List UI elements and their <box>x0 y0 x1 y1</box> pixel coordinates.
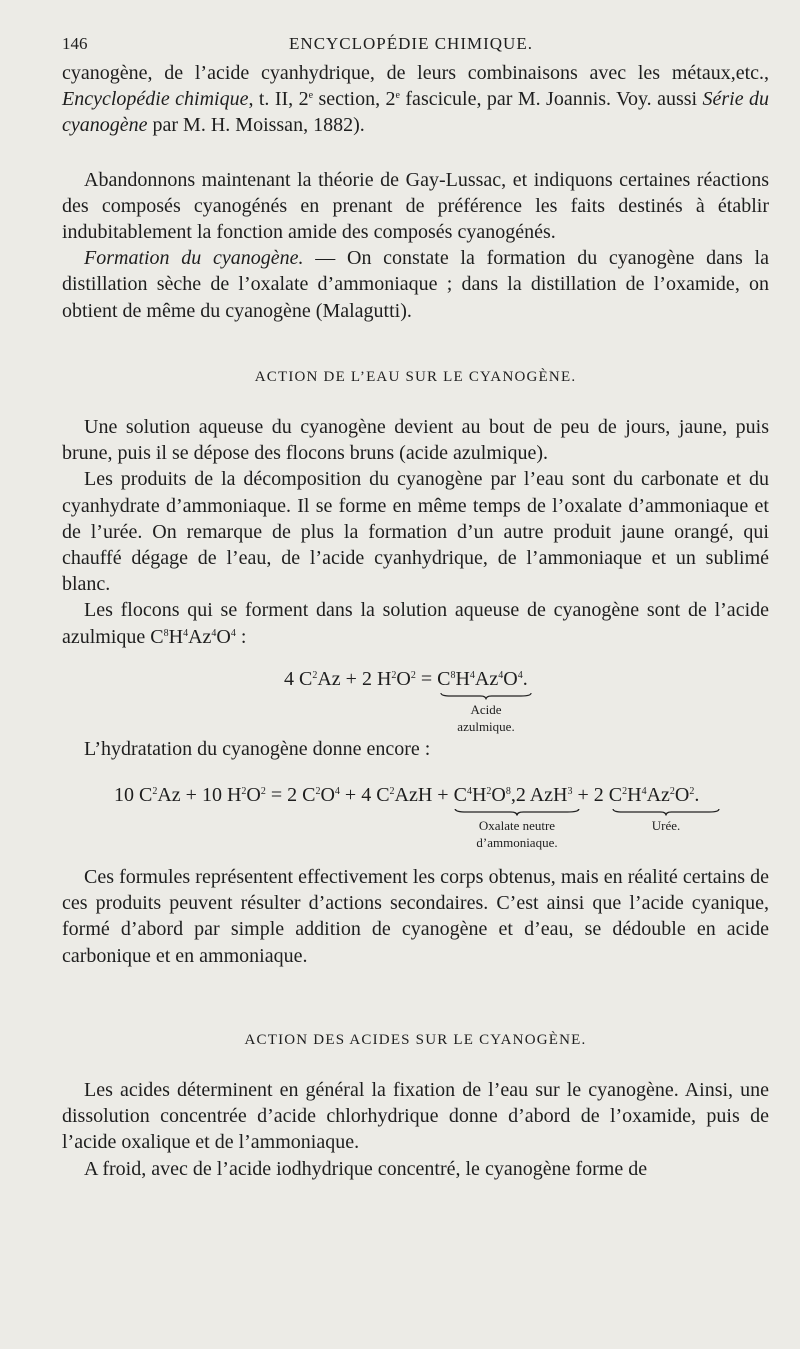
page-body <box>62 60 769 1182</box>
equation-azulmic <box>62 666 769 736</box>
label-azulmic-acid: Acide azulmique. <box>457 701 515 734</box>
equation-hydration-formula: 10 $C^2Az + 10$ $H^2O^2 = 2$ $C^2O^4 + 4$ $C^2AzH + C^4H^2O^8,2$ AzH$^3$ + 2 $C^2H^4Az^2O^2$. <box>114 784 700 807</box>
formation-heading: Formation du cyanogène. <box>84 247 304 270</box>
paragraph-theory: Abandonnons maintenant la théorie de Gay-Lussac, et indiquons certaines réactions des composés cyanogénés en prenant de préférence les faits destinés à établir indubitablement la fonction amide des composés cyanogénés. <box>62 168 769 244</box>
paragraph-aqueous-solution: Une solution aqueuse du cyanogène devient au bout de peu de jours, jaune, puis brune, puis il se dépose des flocons bruns (acide azulmique). <box>62 416 769 465</box>
page-number: 146 <box>62 34 88 53</box>
reference-title-encyclopedie: Encyclopédie chimique <box>62 88 249 111</box>
paragraph-formulas: Ces formules représentent effectivement les corps obtenus, mais en réalité certains de ces produits peuvent résulter d’actions secondaires. C’est ainsi que l’acide cyanique, formé d’abord par simple addition de cyanogène et d’eau, se dédouble en acide carbonique et en ammoniaque. <box>62 866 769 967</box>
underbrace-uree <box>612 808 720 816</box>
paragraph-azulmic-acid: Les flocons qui se forment dans la solution aqueuse de cyanogène sont de l’acide azulmique $C^8H^4Az^4O^4$ : <box>62 599 769 648</box>
paragraph-formation: Formation du cyanogène. — On constate la formation du cyanogène dans la distillation sèche de l’oxalate d’ammoniaque ; dans la distillation de l’oxamide, on obtient de même du cyanogène (Malagutti). <box>62 247 769 322</box>
underbrace-azulmic <box>440 692 532 700</box>
equation-azulmic-formula: 4 $C^2Az + 2$ $H^2O^2 = C^8H^4Az^4O^4$. <box>284 667 528 690</box>
equation-hydration <box>62 782 769 864</box>
underbrace-oxalate <box>454 808 580 816</box>
paragraph-acids: Les acides déterminent en général la fixation de l’eau sur le cyanogène. Ainsi, une dissolution concentrée d’acide chlorhydrique donne d’abord de l’oxamide, puis de l’acide oxalique et de l’ammoniaque. <box>62 1079 769 1154</box>
page-header <box>62 34 760 58</box>
paragraph-decomposition-products: Les produits de la décomposition du cyanogène par l’eau sont du carbonate et du cyanhydrate d’ammoniaque. Il se forme en même temps de l’oxalate d’ammoniaque et de l’urée. On remarque de plus la formation d’un autre produit jaune orangé, qui chauffé dégage de l’eau, de l’acide cyanhydrique, de l’ammoniaque et un sublimé blanc. <box>62 468 769 596</box>
paragraph-hydration: L’hydratation du cyanogène donne encore : <box>84 737 431 760</box>
reference-title-serie: Série du cyanogène <box>62 88 770 137</box>
paragraph-references: cyanogène, de l’acide cyanhydrique, de leurs combinaisons avec les métaux,etc., Encyclopédie chimique, t. II, 2e section, 2e fascicule, par M. Joannis. Voy. aussi Série du cyanogène par M. H. Moissan, 1882). <box>62 62 770 137</box>
paragraph-iodhydric: A froid, avec de l’acide iodhydrique concentré, le cyanogène forme de <box>84 1157 648 1180</box>
label-uree: Urée. <box>651 818 681 834</box>
section-heading-acids: ACTION DES ACIDES SUR LE CYANOGÈNE. <box>244 1031 587 1048</box>
running-title: ENCYCLOPÉDIE CHIMIQUE. <box>289 34 533 53</box>
label-oxalate: Oxalate neutre d’ammoniaque. <box>476 818 558 851</box>
section-heading-water: ACTION DE L’EAU SUR LE CYANOGÈNE. <box>254 368 577 385</box>
